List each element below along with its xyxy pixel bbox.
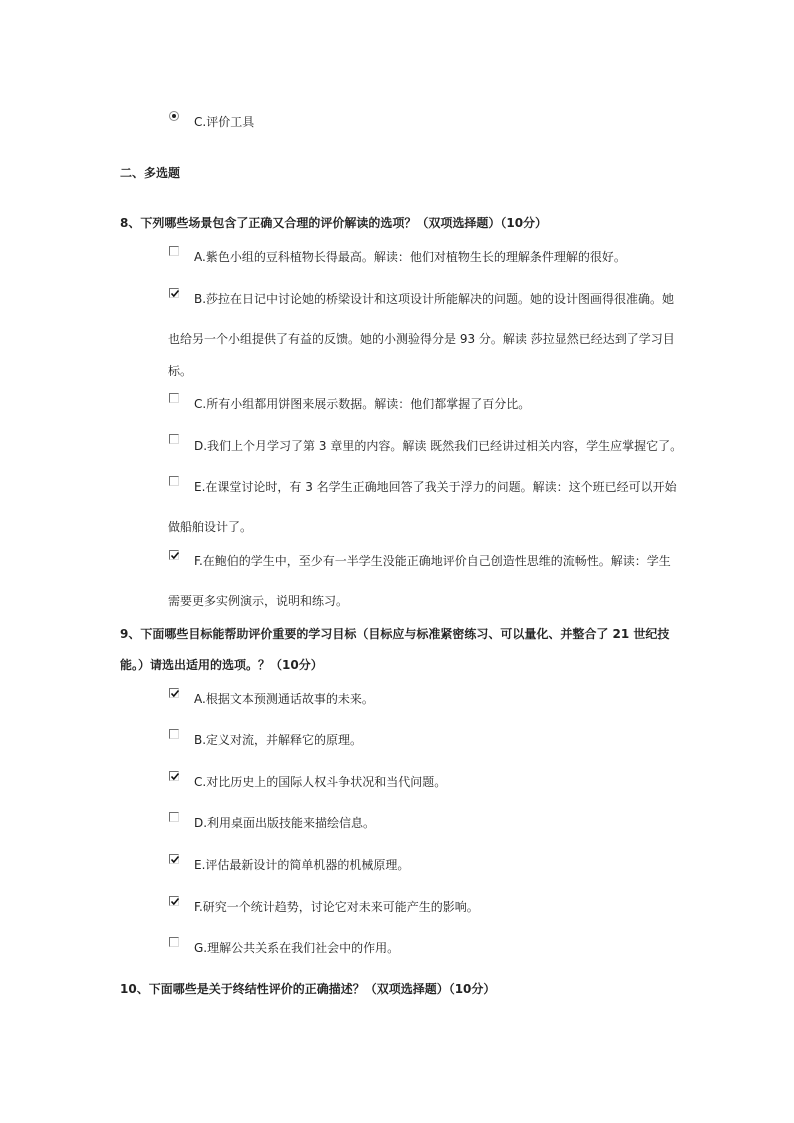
q9-option-b-label: B.定义对流，并解释它的原理。 xyxy=(194,733,363,747)
q8-option-f-checkbox[interactable] xyxy=(169,550,179,560)
q9-option-d-label: D.利用桌面出版技能来描绘信息。 xyxy=(194,816,376,830)
q8-option-b-label-cont: 也给另一个小组提供了有益的反馈。她的小测验得分是 93 分。解读 莎拉显然已经达到了学习目 xyxy=(168,332,675,346)
q9-question: 9、下面哪些目标能帮助评价重要的学习目标（目标应与标准紧密练习、可以量化、并整合了 21 世纪技 xyxy=(120,627,670,641)
check-icon xyxy=(170,855,180,865)
q9-option-e-checkbox[interactable] xyxy=(169,854,179,864)
q8-option-c-checkbox[interactable] xyxy=(169,393,179,403)
q9-option-c-label: C.对比历史上的国际人权斗争状况和当代问题。 xyxy=(194,775,447,789)
check-icon xyxy=(170,772,180,782)
q8-option-b-checkbox[interactable] xyxy=(169,288,179,298)
q8-option-e-label: E.在课堂讨论时，有 3 名学生正确地回答了我关于浮力的问题。解读：这个班已经可以开始 xyxy=(194,480,677,494)
q8-option-e-label-cont: 做船舶设计了。 xyxy=(168,520,253,534)
radio-dot-icon xyxy=(172,114,176,118)
q9-option-b-checkbox[interactable] xyxy=(169,729,179,739)
q8-question: 8、下列哪些场景包含了正确又合理的评价解读的选项？（双项选择题）（10分） xyxy=(120,216,548,230)
q10-question: 10、下面哪些是关于终结性评价的正确描述？（双项选择题）（10分） xyxy=(120,982,496,996)
q8-option-a-label: A.紫色小组的豆科植物长得最高。解读：他们对植物生长的理解条件理解的很好。 xyxy=(194,250,626,264)
q8-option-e-checkbox[interactable] xyxy=(169,476,179,486)
q8-option-b-label-cont2: 标。 xyxy=(168,364,193,378)
q8-option-f-label: F.在鲍伯的学生中，至少有一半学生没能正确地评价自己创造性思维的流畅性。解读：学生 xyxy=(194,554,671,568)
q8-option-d-label: D.我们上个月学习了第 3 章里的内容。解读 既然我们已经讲过相关内容，学生应掌握它了。 xyxy=(194,439,683,453)
check-icon xyxy=(170,897,180,907)
q8-option-b-label: B.莎拉在日记中讨论她的桥梁设计和这项设计所能解决的问题。她的设计图画得很准确。她 xyxy=(194,292,675,306)
check-icon xyxy=(170,689,180,699)
section-title: 二、多选题 xyxy=(120,166,181,180)
q8-option-c-label: C.所有小组都用饼图来展示数据。解读：他们都掌握了百分比。 xyxy=(194,397,531,411)
q9-option-c-checkbox[interactable] xyxy=(169,771,179,781)
q7-option-c-radio[interactable] xyxy=(169,111,179,121)
q9-option-g-checkbox[interactable] xyxy=(169,937,179,947)
q9-option-a-label: A.根据文本预测通话故事的未来。 xyxy=(194,692,374,706)
check-icon xyxy=(170,551,180,561)
q9-option-e-label: E.评估最新设计的简单机器的机械原理。 xyxy=(194,858,410,872)
q8-option-f-label-cont: 需要更多实例演示，说明和练习。 xyxy=(168,594,349,608)
q9-option-f-checkbox[interactable] xyxy=(169,896,179,906)
q8-option-d-checkbox[interactable] xyxy=(169,434,179,444)
q9-option-g-label: G.理解公共关系在我们社会中的作用。 xyxy=(194,941,400,955)
q8-option-a-checkbox[interactable] xyxy=(169,246,179,256)
q9-option-d-checkbox[interactable] xyxy=(169,812,179,822)
check-icon xyxy=(170,289,180,299)
q9-option-f-label: F.研究一个统计趋势，讨论它对未来可能产生的影响。 xyxy=(194,900,479,914)
q7-option-c-label: C.评价工具 xyxy=(194,115,255,129)
q9-option-a-checkbox[interactable] xyxy=(169,688,179,698)
q9-question-cont: 能。）请选出适用的选项。？（10分） xyxy=(120,658,323,672)
